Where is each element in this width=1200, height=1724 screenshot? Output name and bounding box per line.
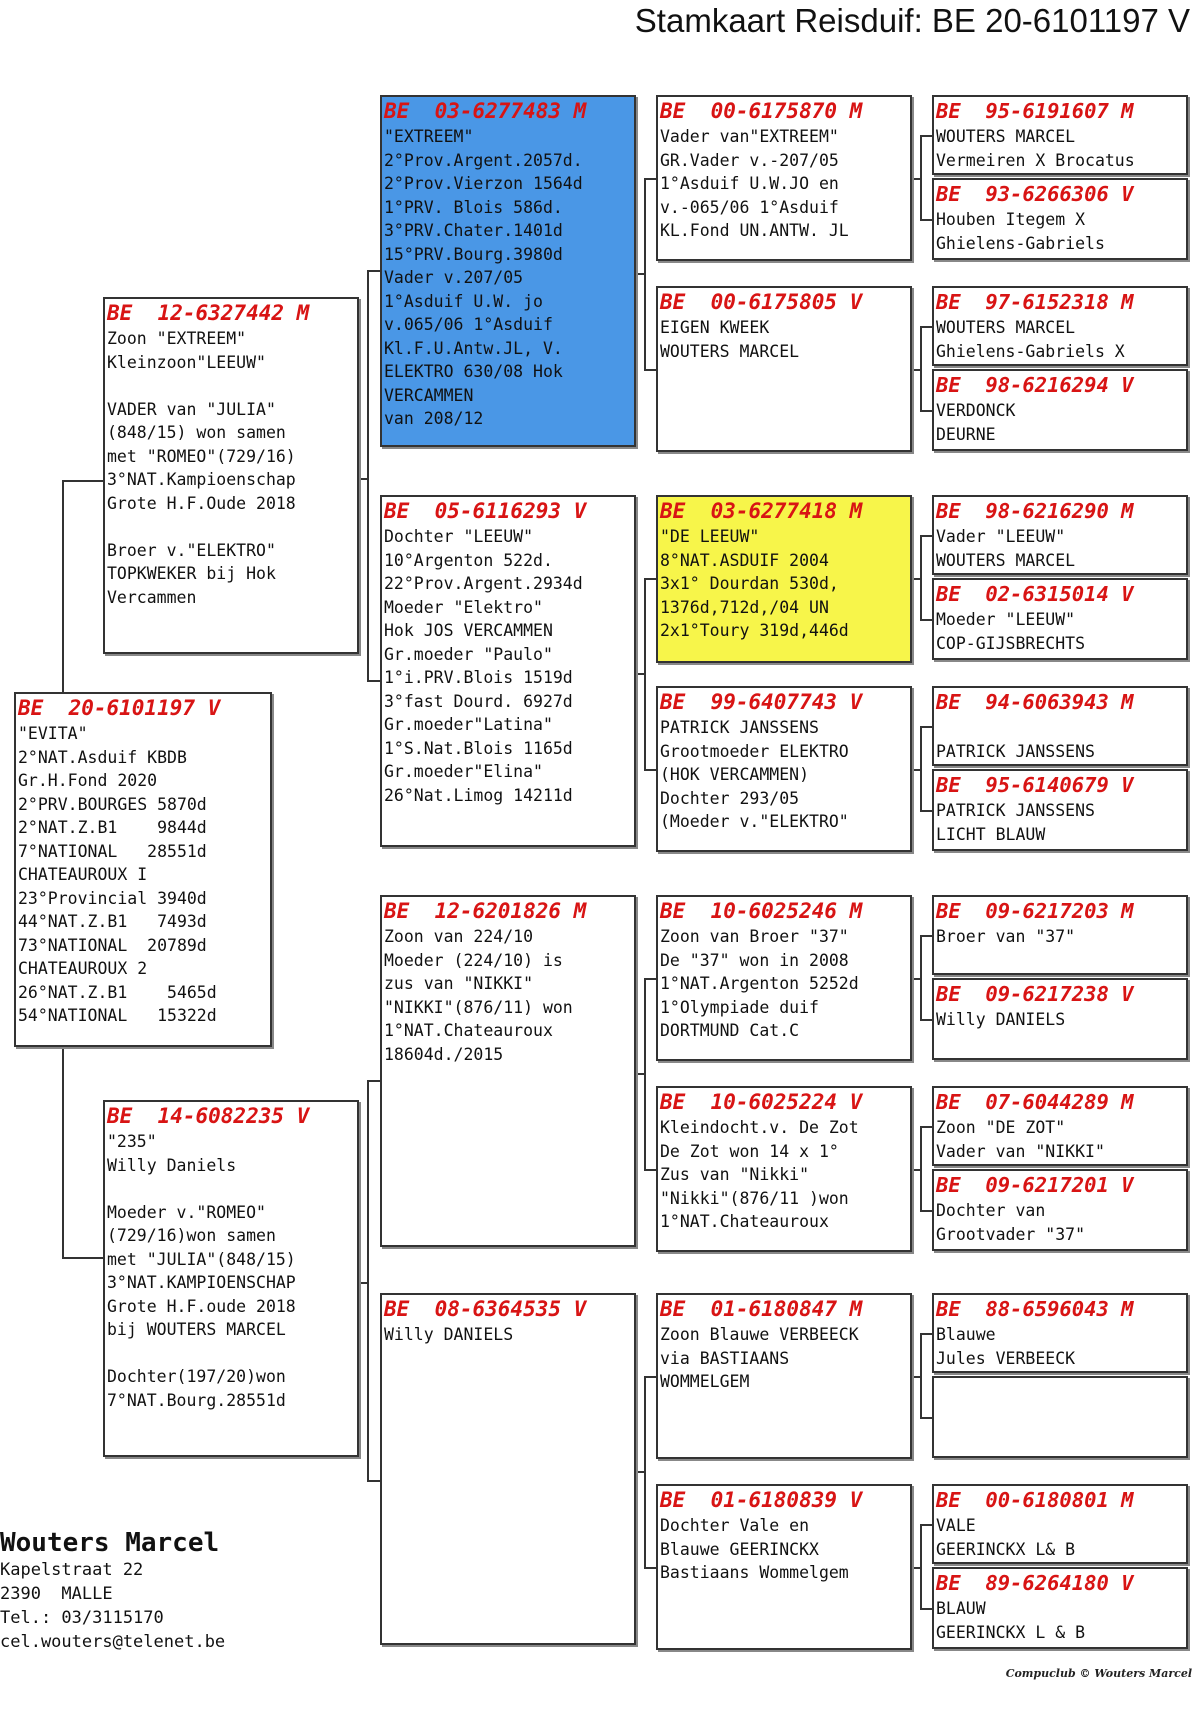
connector-line <box>644 578 656 580</box>
connector-line <box>920 219 932 221</box>
connector-line <box>912 1567 920 1569</box>
ring-number: BE 94-6063943 M <box>936 690 1134 714</box>
pigeon-notes: Vader van"EXTREEM" GR.Vader v.-207/05 1°Asduif U.W.JO en v.-065/06 1°Asduif KL.Fond UN.ANTW. JL <box>660 127 849 240</box>
connector-line <box>644 178 646 369</box>
connector-line <box>912 578 920 580</box>
pigeon-notes: Broer van "37" <box>936 927 1076 946</box>
connector-line <box>367 270 369 680</box>
pigeon-notes: VERDONCK DEURNE <box>936 401 1016 444</box>
pigeon-notes: "235" Willy Daniels Moeder v."ROMEO" (729/16)won samen met "JULIA"(848/15) 3°NAT.KAMPIOENSCHAP Grote H.F.oude 2018 bij WOUTERS MARCEL Dochter(197/20)won 7°NAT.Bourg.28551d <box>107 1132 296 1410</box>
connector-line <box>920 1126 932 1128</box>
connector-line <box>920 535 922 619</box>
connector-line <box>644 978 646 1169</box>
connector-line <box>920 1126 922 1210</box>
male-ancestor-card <box>932 1086 1188 1166</box>
connector-line <box>920 1019 932 1021</box>
connector-line <box>920 1333 922 1417</box>
pigeon-notes: Dochter van Grootvader "37" <box>936 1201 1086 1244</box>
pigeon-notes: Willy DANIELS <box>384 1325 514 1344</box>
connector-line <box>920 726 922 810</box>
subject-pigeon-card <box>14 692 272 1047</box>
ring-number: BE 00-6175805 V <box>660 290 863 314</box>
ring-number: BE 89-6264180 V <box>936 1571 1134 1595</box>
connector-line <box>62 1257 103 1259</box>
great-grandparent-card <box>656 286 912 452</box>
connector-line <box>644 1376 656 1378</box>
connector-line <box>636 1471 644 1473</box>
pigeon-notes: Zoon Blauwe VERBEECK via BASTIAANS WOMMELGEM <box>660 1325 859 1391</box>
owner-phone: Tel.: 03/3115170 <box>0 1608 164 1628</box>
connector-line <box>367 1080 380 1082</box>
female-ancestor-card <box>932 1169 1188 1251</box>
pigeon-notes: PATRICK JANSSENS Grootmoeder ELEKTRO (HOK VERCAMMEN) Dochter 293/05 (Moeder v."ELEKTRO" <box>660 718 849 831</box>
ring-number: BE 99-6407743 V <box>660 690 863 714</box>
connector-line <box>920 1608 932 1610</box>
ring-number: BE 95-6191607 M <box>936 99 1134 123</box>
ring-number: BE 09-6217201 V <box>936 1173 1134 1197</box>
pigeon-notes: Zoon "DE ZOT" Vader van "NIKKI" <box>936 1118 1105 1161</box>
pigeon-notes: Blauwe Jules VERBEECK <box>936 1325 1076 1368</box>
father-card <box>103 297 359 654</box>
ring-number: BE 97-6152318 M <box>936 290 1134 314</box>
pigeon-notes: EIGEN KWEEK WOUTERS MARCEL <box>660 318 800 361</box>
connector-line <box>920 1210 932 1212</box>
connector-line <box>644 1376 646 1567</box>
connector-line <box>644 369 656 371</box>
connector-line <box>920 410 932 412</box>
pigeon-notes: Moeder "LEEUW" COP-GIJSBRECHTS <box>936 610 1086 653</box>
pigeon-notes: "EVITA" 2°NAT.Asduif KBDB Gr.H.Fond 2020 2°PRV.BOURGES 5870d 2°NAT.Z.B1 9844d 7°NATIONAL 28551d CHATEAUROUX I 23°Provincial 3940d 44°NAT.Z.B1 7493d 73°NATIONAL 20789d CHATEAUROUX 2 26°NAT.Z.B1 5465d 54°NATIONAL 15322d <box>18 724 217 1025</box>
connector-line <box>644 978 656 980</box>
pigeon-notes: Zoon van 224/10 Moeder (224/10) is zus van "NIKKI" "NIKKI"(876/11) won 1°NAT.Chateauroux 18604d./2015 <box>384 927 573 1064</box>
connector-line <box>644 769 656 771</box>
connector-line <box>644 1169 656 1171</box>
connector-line <box>62 480 103 482</box>
female-ancestor-card <box>932 978 1188 1060</box>
owner-name: Wouters Marcel <box>0 1528 220 1558</box>
connector-line <box>912 978 920 980</box>
ring-number: BE 03-6277483 M <box>384 99 587 123</box>
pigeon-notes: Kleindocht.v. De Zot De Zot won 14 x 1° Zus van "Nikki" "Nikki"(876/11 )won 1°NAT.Chateauroux <box>660 1118 859 1231</box>
ring-number: BE 05-6116293 V <box>384 499 587 523</box>
male-ancestor-card <box>932 1293 1188 1373</box>
ring-number: BE 20-6101197 V <box>18 696 221 720</box>
connector-line <box>367 1480 380 1482</box>
ring-number: BE 95-6140679 V <box>936 773 1134 797</box>
male-ancestor-card <box>932 286 1188 366</box>
ring-number: BE 08-6364535 V <box>384 1297 587 1321</box>
great-grandparent-card <box>656 895 912 1061</box>
connector-line <box>912 769 920 771</box>
owner-block <box>0 1528 225 1654</box>
ring-number: BE 01-6180847 M <box>660 1297 863 1321</box>
ring-number: BE 93-6266306 V <box>936 182 1134 206</box>
mother-card <box>103 1100 359 1457</box>
great-grandparent-card <box>656 495 912 663</box>
ring-number: BE 02-6315014 V <box>936 582 1134 606</box>
connector-line <box>920 326 932 328</box>
male-ancestor-card <box>932 95 1188 175</box>
ring-number: BE 12-6201826 M <box>384 899 587 923</box>
pigeon-notes: Zoon van Broer "37" De "37" won in 2008 1°NAT.Argenton 5252d 1°Olympiade duif DORTMUND Cat.C <box>660 927 859 1040</box>
pigeon-notes: Houben Itegem X Ghielens-Gabriels <box>936 210 1105 253</box>
connector-line <box>920 810 932 812</box>
connector-line <box>644 578 646 769</box>
pigeon-notes: "DE LEEUW" 8°NAT.ASDUIF 2004 3x1° Dourdan 530d, 1376d,712d,/04 UN 2x1°Toury 319d,446d <box>660 527 849 640</box>
ring-number: BE 88-6596043 M <box>936 1297 1134 1321</box>
connector-line <box>62 1047 64 1257</box>
connector-line <box>920 935 932 937</box>
female-ancestor-card <box>932 178 1188 260</box>
male-ancestor-card <box>932 895 1188 975</box>
male-ancestor-card <box>932 1484 1188 1564</box>
connector-line <box>636 273 644 275</box>
connector-line <box>920 619 932 621</box>
connector-line <box>359 478 367 480</box>
connector-line <box>920 135 932 137</box>
connector-line <box>636 673 644 675</box>
connector-line <box>644 178 656 180</box>
female-ancestor-card <box>932 578 1188 660</box>
grandparent-card <box>380 1293 636 1645</box>
male-ancestor-card <box>932 686 1188 766</box>
male-ancestor-card <box>932 495 1188 575</box>
ring-number: BE 00-6175870 M <box>660 99 863 123</box>
ring-number: BE 98-6216294 V <box>936 373 1134 397</box>
pigeon-notes: PATRICK JANSSENS LICHT BLAUW <box>936 801 1095 844</box>
ring-number: BE 10-6025246 M <box>660 899 863 923</box>
pigeon-notes: WOUTERS MARCEL Vermeiren X Brocatus <box>936 127 1135 170</box>
connector-line <box>920 935 922 1019</box>
connector-line <box>912 1169 920 1171</box>
connector-line <box>62 480 64 692</box>
ring-number: BE 14-6082235 V <box>107 1104 310 1128</box>
page-title: Stamkaart Reisduif: BE 20-6101197 V <box>634 2 1190 39</box>
ring-number: BE 00-6180801 M <box>936 1488 1134 1512</box>
grandparent-card <box>380 895 636 1247</box>
pigeon-notes: VALE GEERINCKX L& B <box>936 1516 1076 1559</box>
ring-number: BE 09-6217238 V <box>936 982 1134 1006</box>
connector-line <box>912 178 920 180</box>
connector-line <box>367 1080 369 1480</box>
great-grandparent-card <box>656 1086 912 1252</box>
connector-line <box>367 680 380 682</box>
pigeon-notes: Dochter Vale en Blauwe GEERINCKX Bastiaans Wommelgem <box>660 1516 849 1582</box>
ring-number: BE 01-6180839 V <box>660 1488 863 1512</box>
connector-line <box>920 726 932 728</box>
connector-line <box>912 369 920 371</box>
connector-line <box>920 1524 922 1608</box>
grandparent-card <box>380 95 636 447</box>
great-grandparent-card <box>656 1484 912 1650</box>
great-grandparent-card <box>656 95 912 261</box>
female-ancestor-card <box>932 369 1188 451</box>
female-ancestor-card <box>932 1567 1188 1649</box>
ring-number: BE 98-6216290 M <box>936 499 1134 523</box>
connector-line <box>920 535 932 537</box>
footer-credit: Compuclub © Wouters Marcel <box>1005 1667 1192 1680</box>
connector-line <box>920 135 922 219</box>
connector-line <box>644 1567 656 1569</box>
ring-number: BE 12-6327442 M <box>107 301 310 325</box>
owner-email: cel.wouters@telenet.be <box>0 1632 226 1652</box>
pigeon-notes: WOUTERS MARCEL Ghielens-Gabriels X <box>936 318 1125 361</box>
ring-number: BE 09-6217203 M <box>936 899 1134 923</box>
great-grandparent-card <box>656 686 912 852</box>
pigeon-notes: Dochter "LEEUW" 10°Argenton 522d. 22°Prov.Argent.2934d Moeder "Elektro" Hok JOS VERCAMMEN Gr.moeder "Paulo" 1°i.PRV.Blois 1519d 3°fast Dourd. 6927d Gr.moeder"Latina" 1°S.Nat.Blois 1165d Gr.moeder"Elina" 26°Nat.Limog 14211d <box>384 527 583 805</box>
female-ancestor-card <box>932 769 1188 851</box>
female-ancestor-card <box>932 1376 1188 1458</box>
ring-number: BE 07-6044289 M <box>936 1090 1134 1114</box>
connector-line <box>920 1417 932 1419</box>
pigeon-notes: PATRICK JANSSENS <box>936 741 1095 761</box>
great-grandparent-card <box>656 1293 912 1459</box>
ring-number: BE 10-6025224 V <box>660 1090 863 1114</box>
connector-line <box>920 326 922 410</box>
connector-line <box>912 1376 920 1378</box>
owner-city: 2390 MALLE <box>0 1584 113 1604</box>
connector-line <box>367 270 380 272</box>
pigeon-notes: Willy DANIELS <box>936 1010 1066 1029</box>
pigeon-notes: BLAUW GEERINCKX L & B <box>936 1599 1086 1642</box>
connector-line <box>359 1282 367 1284</box>
ring-number: BE 03-6277418 M <box>660 499 863 523</box>
connector-line <box>920 1333 932 1335</box>
pigeon-notes: "EXTREEM" 2°Prov.Argent.2057d. 2°Prov.Vierzon 1564d 1°PRV. Blois 586d. 3°PRV.Chater.1401d 15°PRV.Bourg.3980d Vader v.207/05 1°Asduif U.W. jo v.065/06 1°Asduif Kl.F.U.Antw.JL, V. ELEKTRO 630/08 Hok VERCAMMEN van 208/12 <box>384 127 583 428</box>
connector-line <box>920 1524 932 1526</box>
grandparent-card <box>380 495 636 847</box>
owner-street: Kapelstraat 22 <box>0 1560 144 1580</box>
connector-line <box>636 1073 644 1075</box>
pigeon-notes: Zoon "EXTREEM" Kleinzoon"LEEUW" VADER van "JULIA" (848/15) won samen met "ROMEO"(729/16) 3°NAT.Kampioenschap Grote H.F.Oude 2018 Broer v."ELEKTRO" TOPKWEKER bij Hok Vercammen <box>107 329 296 607</box>
pigeon-notes: Vader "LEEUW" WOUTERS MARCEL <box>936 527 1076 570</box>
